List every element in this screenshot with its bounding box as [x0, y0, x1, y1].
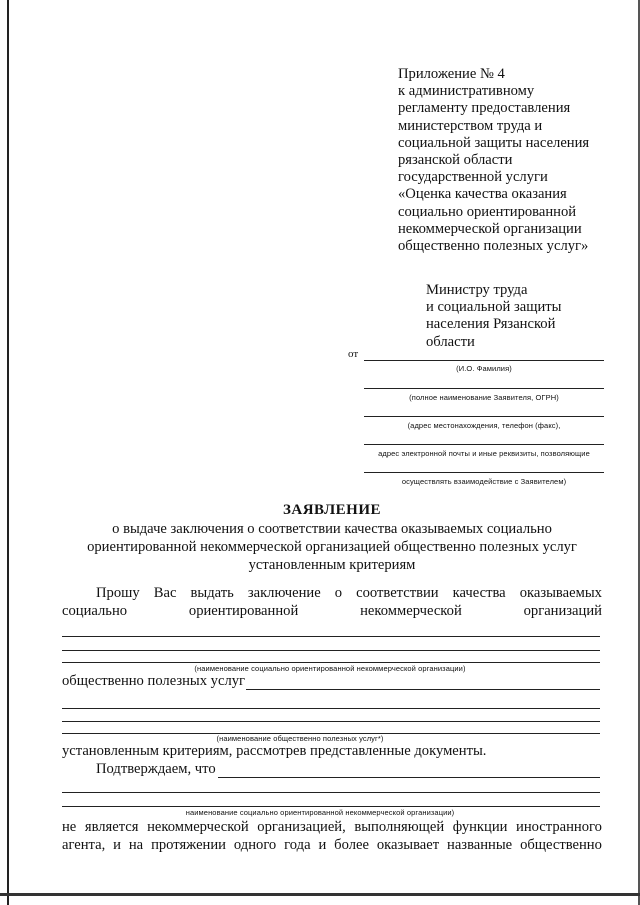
word: выполняющей: [354, 819, 445, 835]
confirm-fill-line: [218, 777, 600, 778]
criteria-line: установленным критериям, рассмотрев представленные документы.: [62, 743, 487, 759]
appendix-line: министерством труда и: [398, 117, 543, 134]
paragraph-row: [96, 585, 602, 602]
document-title: ЗАЯВЛЕНИЕ: [282, 502, 382, 518]
document-subtitle-line: о выдаче заключения о соответствии качества оказываемых социально: [112, 521, 552, 537]
caption-contacts: адрес электронной почты и иные реквизиты, позволяющие: [378, 449, 590, 458]
appendix-line: общественно полезных услуг»: [398, 238, 589, 255]
caption-interaction: осуществлять взаимодействие с Заявителем): [401, 477, 567, 486]
document-subtitle-line: установленным критериям: [248, 557, 416, 573]
services-fill-line: [246, 689, 600, 690]
word: оказываемых: [519, 585, 602, 601]
appendix-line: рязанской области: [398, 152, 513, 169]
word: о: [334, 585, 343, 601]
addressee-line: области: [426, 333, 475, 350]
word: протяжении: [151, 837, 226, 853]
services-fill-line: [62, 721, 600, 722]
appendix-line: «Оценка качества оказания: [398, 186, 567, 203]
word: выдать: [190, 585, 234, 601]
word: некоммерческой: [147, 819, 249, 835]
word: года: [284, 837, 311, 853]
appendix-block: [398, 66, 589, 255]
word: названные: [447, 837, 513, 853]
word: и: [318, 837, 327, 853]
word: качества: [452, 585, 506, 601]
word: ориентированной: [188, 603, 299, 619]
word: агента,: [62, 837, 106, 853]
from-name-line: [364, 360, 604, 361]
caption-address: (адрес местонахождения, телефон (факс),: [407, 421, 561, 430]
word: на: [128, 837, 144, 853]
scan-edge-bottom: [0, 893, 640, 896]
word: организацией,: [257, 819, 346, 835]
word: более: [334, 837, 369, 853]
word: оказывает: [376, 837, 440, 853]
scan-edge-left: [7, 0, 9, 905]
paragraph-row: [62, 819, 602, 836]
from-contacts-line: [364, 444, 604, 445]
caption-name: (И.О. Фамилия): [456, 364, 512, 373]
confirm-fill-line: [62, 806, 600, 807]
caption-org-2: наименование социально ориентированной некоммерческой организации): [185, 808, 455, 817]
from-fullname-line: [364, 388, 604, 389]
addressee-line: и социальной защиты: [426, 299, 562, 316]
appendix-line: регламенту предоставления: [398, 100, 571, 117]
word: общественно: [520, 837, 602, 853]
word: функции: [452, 819, 508, 835]
appendix-line: государственной услуги: [398, 169, 548, 186]
word: социально: [62, 603, 128, 619]
caption-services: (наименование общественно полезных услуг*): [216, 734, 384, 743]
paragraph-row: [62, 603, 602, 620]
from-interaction-line: [364, 472, 604, 473]
caption-org: (наименование социально ориентированной некоммерческой организации): [194, 664, 466, 673]
paragraph-row: [62, 837, 602, 854]
appendix-line: социально ориентированной: [398, 203, 577, 220]
word: одного: [233, 837, 277, 853]
appendix-line: Приложение № 4: [398, 66, 505, 82]
word: заключение: [247, 585, 321, 601]
appendix-line: некоммерческой организации: [398, 220, 582, 237]
addressee-line: населения Рязанской: [426, 316, 556, 333]
org-fill-line: [62, 662, 600, 663]
org-fill-line: [62, 636, 600, 637]
org-fill-line: [62, 650, 600, 651]
addressee-block: [426, 282, 561, 351]
word: и: [113, 837, 121, 853]
word: Вас: [153, 585, 177, 601]
confirm-fill-line: [62, 792, 600, 793]
services-fill-line: [62, 708, 600, 709]
appendix-line: к административному: [398, 83, 535, 100]
from-label: от: [348, 348, 359, 360]
addressee-line: Министру труда: [426, 282, 528, 298]
word: Прошу: [96, 585, 140, 601]
from-address-line: [364, 416, 604, 417]
confirm-label: Подтверждаем, что: [96, 761, 216, 777]
appendix-line: социальной защиты населения: [398, 134, 590, 151]
word: соответствии: [356, 585, 439, 601]
word: является: [84, 819, 139, 835]
document-subtitle-line: ориентированной некоммерческой организацией общественно полезных услуг: [87, 539, 577, 555]
word: организаций: [523, 603, 602, 619]
caption-fullname: (полное наименование Заявителя, ОГРН): [409, 393, 559, 402]
services-label: общественно полезных услуг: [62, 673, 246, 689]
word: иностранного: [516, 819, 602, 835]
word: некоммерческой: [360, 603, 462, 619]
word: не: [62, 819, 77, 835]
